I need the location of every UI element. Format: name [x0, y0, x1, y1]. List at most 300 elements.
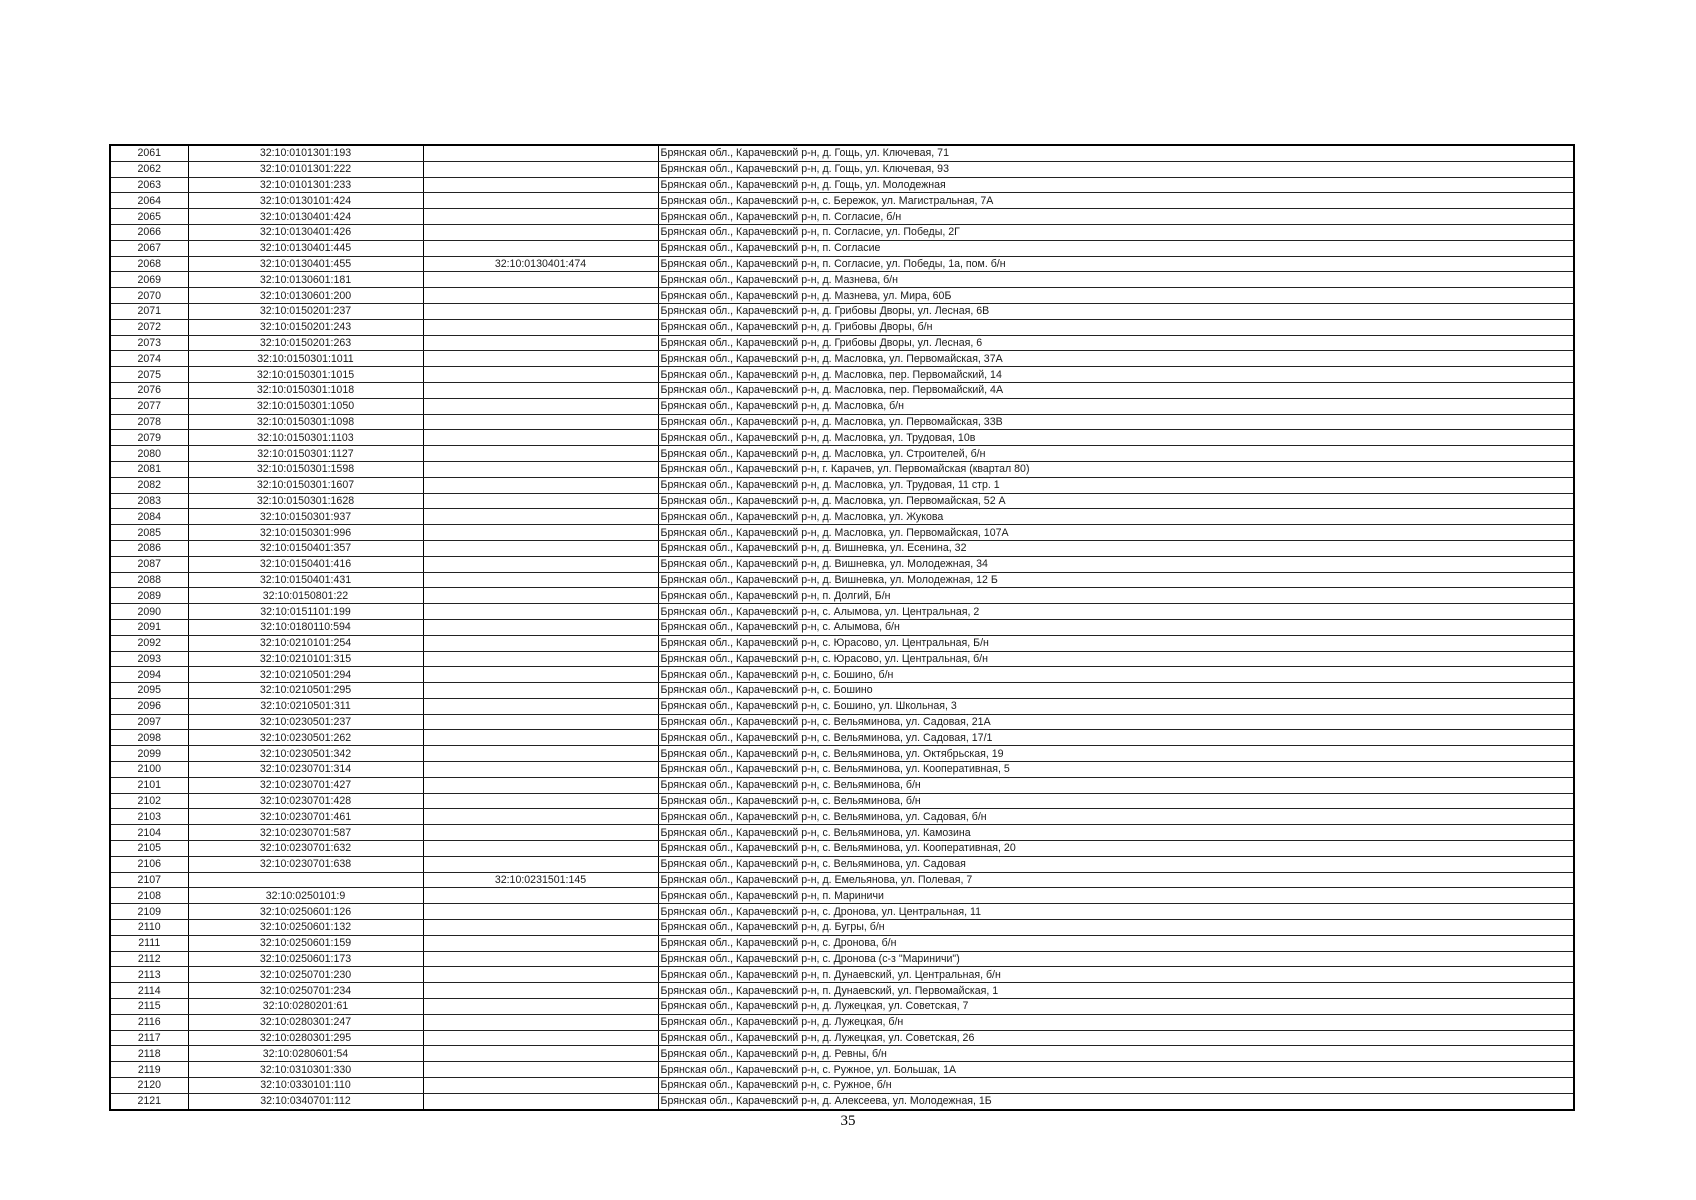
- related-cadastral-number-cell: [423, 493, 658, 509]
- related-cadastral-number-cell: [423, 619, 658, 635]
- cadastral-number-cell: 32:10:0130401:426: [188, 224, 423, 240]
- related-cadastral-number-cell: [423, 667, 658, 683]
- cadastral-number-cell: 32:10:0340701:112: [188, 1093, 423, 1109]
- address-cell: Брянская обл., Карачевский р-н, с. Вельяминова, ул. Кооперативная, 5: [658, 762, 1574, 778]
- address-cell: Брянская обл., Карачевский р-н, д. Масловка, ул. Трудовая, 10в: [658, 430, 1574, 446]
- cadastral-number-cell: 32:10:0150301:1050: [188, 398, 423, 414]
- table-row: [110, 920, 1574, 936]
- related-cadastral-number-cell: [423, 793, 658, 809]
- row-number-cell: 2064: [110, 193, 188, 209]
- row-number-cell: 2074: [110, 351, 188, 367]
- cadastral-number-cell: 32:10:0150301:1103: [188, 430, 423, 446]
- related-cadastral-number-cell: [423, 604, 658, 620]
- table-row: [110, 983, 1574, 999]
- row-number-cell: 2115: [110, 999, 188, 1015]
- cadastral-number-cell: 32:10:0230701:314: [188, 762, 423, 778]
- row-number-cell: 2105: [110, 841, 188, 857]
- address-cell: Брянская обл., Карачевский р-н, д. Лужецкая, б/н: [658, 1014, 1574, 1030]
- table-row: [110, 177, 1574, 193]
- table-row: [110, 1046, 1574, 1062]
- cadastral-number-cell: 32:10:0150301:1018: [188, 382, 423, 398]
- related-cadastral-number-cell: [423, 698, 658, 714]
- row-number-cell: 2087: [110, 556, 188, 572]
- related-cadastral-number-cell: [423, 935, 658, 951]
- address-cell: Брянская обл., Карачевский р-н, д. Масловка, ул. Первомайская, 52 А: [658, 493, 1574, 509]
- table-row: [110, 446, 1574, 462]
- related-cadastral-number-cell: [423, 1093, 658, 1109]
- address-cell: Брянская обл., Карачевский р-н, д. Грибовы Дворы, б/н: [658, 319, 1574, 335]
- cadastral-number-cell: 32:10:0130601:181: [188, 272, 423, 288]
- cadastral-number-cell: 32:10:0250701:230: [188, 967, 423, 983]
- table-row: [110, 477, 1574, 493]
- address-cell: Брянская обл., Карачевский р-н, с. Дронова, ул. Центральная, 11: [658, 904, 1574, 920]
- cadastral-number-cell: 32:10:0150401:357: [188, 540, 423, 556]
- row-number-cell: 2097: [110, 714, 188, 730]
- table-row: [110, 935, 1574, 951]
- table-row: [110, 635, 1574, 651]
- row-number-cell: 2061: [110, 145, 188, 161]
- table-row: [110, 398, 1574, 414]
- table-row: [110, 335, 1574, 351]
- row-number-cell: 2099: [110, 746, 188, 762]
- related-cadastral-number-cell: [423, 809, 658, 825]
- cadastral-number-cell: 32:10:0150201:263: [188, 335, 423, 351]
- address-cell: Брянская обл., Карачевский р-н, с. Вельяминова, ул. Садовая, б/н: [658, 809, 1574, 825]
- table-row: [110, 303, 1574, 319]
- address-cell: Брянская обл., Карачевский р-н, с. Юрасово, ул. Центральная, Б/н: [658, 635, 1574, 651]
- row-number-cell: 2103: [110, 809, 188, 825]
- address-cell: Брянская обл., Карачевский р-н, д. Вишневка, ул. Молодежная, 34: [658, 556, 1574, 572]
- related-cadastral-number-cell: [423, 177, 658, 193]
- address-cell: Брянская обл., Карачевский р-н, д. Грибовы Дворы, ул. Лесная, 6В: [658, 303, 1574, 319]
- row-number-cell: 2067: [110, 240, 188, 256]
- address-cell: Брянская обл., Карачевский р-н, д. Масловка, ул. Жукова: [658, 509, 1574, 525]
- table-row: [110, 841, 1574, 857]
- related-cadastral-number-cell: [423, 841, 658, 857]
- related-cadastral-number-cell: [423, 904, 658, 920]
- address-cell: Брянская обл., Карачевский р-н, с. Вельяминова, ул. Садовая, 21А: [658, 714, 1574, 730]
- related-cadastral-number-cell: [423, 319, 658, 335]
- address-cell: Брянская обл., Карачевский р-н, п. Согласие, ул. Победы, 1а, пом. б/н: [658, 256, 1574, 272]
- address-cell: Брянская обл., Карачевский р-н, с. Алымова, б/н: [658, 619, 1574, 635]
- related-cadastral-number-cell: [423, 288, 658, 304]
- row-number-cell: 2094: [110, 667, 188, 683]
- address-cell: Брянская обл., Карачевский р-н, д. Гощь, ул. Молодежная: [658, 177, 1574, 193]
- address-cell: Брянская обл., Карачевский р-н, д. Мазнева, ул. Мира, 60Б: [658, 288, 1574, 304]
- row-number-cell: 2070: [110, 288, 188, 304]
- table-row: [110, 762, 1574, 778]
- row-number-cell: 2072: [110, 319, 188, 335]
- related-cadastral-number-cell: [423, 224, 658, 240]
- address-cell: Брянская обл., Карачевский р-н, с. Юрасово, ул. Центральная, б/н: [658, 651, 1574, 667]
- cadastral-number-cell: 32:10:0150301:1015: [188, 367, 423, 383]
- cadastral-number-cell: 32:10:0101301:222: [188, 161, 423, 177]
- table-row: [110, 1078, 1574, 1094]
- cadastral-number-cell: 32:10:0150301:1127: [188, 446, 423, 462]
- related-cadastral-number-cell: [423, 272, 658, 288]
- related-cadastral-number-cell: [423, 540, 658, 556]
- related-cadastral-number-cell: [423, 351, 658, 367]
- table-row: [110, 1030, 1574, 1046]
- related-cadastral-number-cell: [423, 335, 658, 351]
- table-row: [110, 825, 1574, 841]
- cadastral-number-cell: 32:10:0250701:234: [188, 983, 423, 999]
- related-cadastral-number-cell: [423, 951, 658, 967]
- address-cell: Брянская обл., Карачевский р-н, д. Масловка, ул. Первомайская, 37А: [658, 351, 1574, 367]
- related-cadastral-number-cell: [423, 651, 658, 667]
- address-cell: Брянская обл., Карачевский р-н, с. Вельяминова, ул. Камозина: [658, 825, 1574, 841]
- cadastral-number-cell: 32:10:0150301:1628: [188, 493, 423, 509]
- cadastral-number-cell: 32:10:0280201:61: [188, 999, 423, 1015]
- table-row: [110, 382, 1574, 398]
- related-cadastral-number-cell: [423, 509, 658, 525]
- address-cell: Брянская обл., Карачевский р-н, с. Вельяминова, ул. Садовая, 17/1: [658, 730, 1574, 746]
- row-number-cell: 2076: [110, 382, 188, 398]
- table-row: [110, 1093, 1574, 1109]
- address-cell: Брянская обл., Карачевский р-н, д. Масловка, ул. Строителей, б/н: [658, 446, 1574, 462]
- address-cell: Брянская обл., Карачевский р-н, с. Вельяминова, ул. Садовая: [658, 856, 1574, 872]
- cadastral-number-cell: 32:10:0230701:587: [188, 825, 423, 841]
- address-cell: Брянская обл., Карачевский р-н, п. Дунаевский, ул. Центральная, б/н: [658, 967, 1574, 983]
- related-cadastral-number-cell: [423, 635, 658, 651]
- cadastral-number-cell: [188, 872, 423, 888]
- address-cell: Брянская обл., Карачевский р-н, п. Согласие, б/н: [658, 209, 1574, 225]
- address-cell: Брянская обл., Карачевский р-н, д. Мазнева, б/н: [658, 272, 1574, 288]
- row-number-cell: 2102: [110, 793, 188, 809]
- cadastral-number-cell: 32:10:0250601:173: [188, 951, 423, 967]
- table-row: [110, 145, 1574, 161]
- row-number-cell: 2066: [110, 224, 188, 240]
- table-row: [110, 256, 1574, 272]
- row-number-cell: 2096: [110, 698, 188, 714]
- table-row: [110, 667, 1574, 683]
- cadastral-number-cell: 32:10:0130401:455: [188, 256, 423, 272]
- related-cadastral-number-cell: [423, 367, 658, 383]
- cadastral-number-cell: 32:10:0150301:1011: [188, 351, 423, 367]
- related-cadastral-number-cell: [423, 161, 658, 177]
- row-number-cell: 2110: [110, 920, 188, 936]
- address-cell: Брянская обл., Карачевский р-н, г. Карачев, ул. Первомайская (квартал 80): [658, 461, 1574, 477]
- cadastral-number-cell: 32:10:0230701:428: [188, 793, 423, 809]
- table-row: [110, 525, 1574, 541]
- related-cadastral-number-cell: [423, 1030, 658, 1046]
- address-cell: Брянская обл., Карачевский р-н, д. Гощь, ул. Ключевая, 71: [658, 145, 1574, 161]
- row-number-cell: 2095: [110, 683, 188, 699]
- table-row: [110, 193, 1574, 209]
- table-row: [110, 999, 1574, 1015]
- row-number-cell: 2120: [110, 1078, 188, 1094]
- table-row: [110, 240, 1574, 256]
- address-cell: Брянская обл., Карачевский р-н, д. Лужецкая, ул. Советская, 26: [658, 1030, 1574, 1046]
- related-cadastral-number-cell: [423, 240, 658, 256]
- address-cell: Брянская обл., Карачевский р-н, с. Алымова, ул. Центральная, 2: [658, 604, 1574, 620]
- related-cadastral-number-cell: 32:10:0130401:474: [423, 256, 658, 272]
- related-cadastral-number-cell: 32:10:0231501:145: [423, 872, 658, 888]
- row-number-cell: 2114: [110, 983, 188, 999]
- row-number-cell: 2098: [110, 730, 188, 746]
- cadastral-number-cell: 32:10:0250601:126: [188, 904, 423, 920]
- related-cadastral-number-cell: [423, 714, 658, 730]
- row-number-cell: 2118: [110, 1046, 188, 1062]
- related-cadastral-number-cell: [423, 145, 658, 161]
- address-cell: Брянская обл., Карачевский р-н, д. Емельянова, ул. Полевая, 7: [658, 872, 1574, 888]
- row-number-cell: 2104: [110, 825, 188, 841]
- address-cell: Брянская обл., Карачевский р-н, с. Бошино, б/н: [658, 667, 1574, 683]
- table-row: [110, 288, 1574, 304]
- related-cadastral-number-cell: [423, 999, 658, 1015]
- table-row: [110, 556, 1574, 572]
- related-cadastral-number-cell: [423, 825, 658, 841]
- table-row: [110, 730, 1574, 746]
- row-number-cell: 2108: [110, 888, 188, 904]
- row-number-cell: 2084: [110, 509, 188, 525]
- row-number-cell: 2121: [110, 1093, 188, 1109]
- related-cadastral-number-cell: [423, 382, 658, 398]
- row-number-cell: 2082: [110, 477, 188, 493]
- address-cell: Брянская обл., Карачевский р-н, д. Масловка, б/н: [658, 398, 1574, 414]
- row-number-cell: 2119: [110, 1062, 188, 1078]
- related-cadastral-number-cell: [423, 730, 658, 746]
- row-number-cell: 2117: [110, 1030, 188, 1046]
- address-cell: Брянская обл., Карачевский р-н, п. Согласие, ул. Победы, 2Г: [658, 224, 1574, 240]
- address-cell: Брянская обл., Карачевский р-н, д. Алексеева, ул. Молодежная, 1Б: [658, 1093, 1574, 1109]
- table-row: [110, 793, 1574, 809]
- cadastral-number-cell: 32:10:0101301:233: [188, 177, 423, 193]
- table-row: [110, 588, 1574, 604]
- address-cell: Брянская обл., Карачевский р-н, д. Масловка, ул. Первомайская, 107А: [658, 525, 1574, 541]
- related-cadastral-number-cell: [423, 303, 658, 319]
- table-row: [110, 651, 1574, 667]
- cadastral-number-cell: 32:10:0230701:427: [188, 777, 423, 793]
- cadastral-number-cell: 32:10:0330101:110: [188, 1078, 423, 1094]
- cadastral-number-cell: 32:10:0150301:937: [188, 509, 423, 525]
- row-number-cell: 2078: [110, 414, 188, 430]
- address-cell: Брянская обл., Карачевский р-н, с. Бошино: [658, 683, 1574, 699]
- related-cadastral-number-cell: [423, 856, 658, 872]
- cadastral-number-cell: 32:10:0280601:54: [188, 1046, 423, 1062]
- cadastral-number-cell: 32:10:0130601:200: [188, 288, 423, 304]
- related-cadastral-number-cell: [423, 762, 658, 778]
- cadastral-number-cell: 32:10:0250601:159: [188, 935, 423, 951]
- address-cell: Брянская обл., Карачевский р-н, с. Ружное, ул. Большак, 1А: [658, 1062, 1574, 1078]
- address-cell: Брянская обл., Карачевский р-н, д. Ревны, б/н: [658, 1046, 1574, 1062]
- row-number-cell: 2109: [110, 904, 188, 920]
- cadastral-number-cell: 32:10:0150201:237: [188, 303, 423, 319]
- cadastral-number-cell: 32:10:0150201:243: [188, 319, 423, 335]
- row-number-cell: 2092: [110, 635, 188, 651]
- cadastral-number-cell: 32:10:0180110:594: [188, 619, 423, 635]
- table-row: [110, 430, 1574, 446]
- cadastral-number-cell: 32:10:0150301:1598: [188, 461, 423, 477]
- table-row: [110, 572, 1574, 588]
- address-cell: Брянская обл., Карачевский р-н, д. Грибовы Дворы, ул. Лесная, 6: [658, 335, 1574, 351]
- address-cell: Брянская обл., Карачевский р-н, п. Согласие: [658, 240, 1574, 256]
- cadastral-number-cell: 32:10:0150801:22: [188, 588, 423, 604]
- table-row: [110, 872, 1574, 888]
- cadastral-number-cell: 32:10:0230701:461: [188, 809, 423, 825]
- cadastral-number-cell: 32:10:0250601:132: [188, 920, 423, 936]
- address-cell: Брянская обл., Карачевский р-н, с. Вельяминова, ул. Октябрьская, 19: [658, 746, 1574, 762]
- cadastral-number-cell: 32:10:0150401:431: [188, 572, 423, 588]
- cadastral-number-cell: 32:10:0230501:237: [188, 714, 423, 730]
- table-row: [110, 161, 1574, 177]
- address-cell: Брянская обл., Карачевский р-н, д. Масловка, ул. Первомайская, 33В: [658, 414, 1574, 430]
- related-cadastral-number-cell: [423, 920, 658, 936]
- address-cell: Брянская обл., Карачевский р-н, с. Бережок, ул. Магистральная, 7А: [658, 193, 1574, 209]
- row-number-cell: 2107: [110, 872, 188, 888]
- cadastral-number-cell: 32:10:0230701:632: [188, 841, 423, 857]
- row-number-cell: 2090: [110, 604, 188, 620]
- related-cadastral-number-cell: [423, 683, 658, 699]
- table-row: [110, 698, 1574, 714]
- cadastral-number-cell: 32:10:0210101:254: [188, 635, 423, 651]
- row-number-cell: 2083: [110, 493, 188, 509]
- address-cell: Брянская обл., Карачевский р-н, п. Мариничи: [658, 888, 1574, 904]
- row-number-cell: 2088: [110, 572, 188, 588]
- related-cadastral-number-cell: [423, 525, 658, 541]
- row-number-cell: 2112: [110, 951, 188, 967]
- table-row: [110, 746, 1574, 762]
- table-row: [110, 683, 1574, 699]
- address-cell: Брянская обл., Карачевский р-н, с. Дронова, б/н: [658, 935, 1574, 951]
- cadastral-number-cell: 32:10:0150301:1607: [188, 477, 423, 493]
- row-number-cell: 2093: [110, 651, 188, 667]
- table-row: [110, 1062, 1574, 1078]
- row-number-cell: 2091: [110, 619, 188, 635]
- related-cadastral-number-cell: [423, 446, 658, 462]
- address-cell: Брянская обл., Карачевский р-н, д. Лужецкая, ул. Советская, 7: [658, 999, 1574, 1015]
- related-cadastral-number-cell: [423, 777, 658, 793]
- row-number-cell: 2077: [110, 398, 188, 414]
- related-cadastral-number-cell: [423, 588, 658, 604]
- table-row: [110, 714, 1574, 730]
- related-cadastral-number-cell: [423, 1014, 658, 1030]
- row-number-cell: 2113: [110, 967, 188, 983]
- cadastral-number-cell: 32:10:0310301:330: [188, 1062, 423, 1078]
- related-cadastral-number-cell: [423, 1062, 658, 1078]
- row-number-cell: 2068: [110, 256, 188, 272]
- row-number-cell: 2081: [110, 461, 188, 477]
- cadastral-number-cell: 32:10:0210501:311: [188, 698, 423, 714]
- address-cell: Брянская обл., Карачевский р-н, с. Вельяминова, ул. Кооперативная, 20: [658, 841, 1574, 857]
- address-cell: Брянская обл., Карачевский р-н, с. Дронова (с-з "Мариничи"): [658, 951, 1574, 967]
- address-cell: Брянская обл., Карачевский р-н, д. Бугры, б/н: [658, 920, 1574, 936]
- address-cell: Брянская обл., Карачевский р-н, д. Гощь, ул. Ключевая, 93: [658, 161, 1574, 177]
- related-cadastral-number-cell: [423, 967, 658, 983]
- address-cell: Брянская обл., Карачевский р-н, д. Масловка, пер. Первомайский, 14: [658, 367, 1574, 383]
- related-cadastral-number-cell: [423, 572, 658, 588]
- table-row: [110, 319, 1574, 335]
- row-number-cell: 2089: [110, 588, 188, 604]
- related-cadastral-number-cell: [423, 430, 658, 446]
- cadastral-number-cell: 32:10:0101301:193: [188, 145, 423, 161]
- table-row: [110, 209, 1574, 225]
- table-row: [110, 809, 1574, 825]
- cadastral-number-cell: 32:10:0230501:262: [188, 730, 423, 746]
- row-number-cell: 2075: [110, 367, 188, 383]
- related-cadastral-number-cell: [423, 193, 658, 209]
- address-cell: Брянская обл., Карачевский р-н, д. Вишневка, ул. Есенина, 32: [658, 540, 1574, 556]
- cadastral-number-cell: 32:10:0250101:9: [188, 888, 423, 904]
- row-number-cell: 2069: [110, 272, 188, 288]
- row-number-cell: 2071: [110, 303, 188, 319]
- page-number: 35: [840, 1113, 856, 1129]
- table-row: [110, 509, 1574, 525]
- related-cadastral-number-cell: [423, 888, 658, 904]
- table-row: [110, 493, 1574, 509]
- cadastral-number-cell: 32:10:0150401:416: [188, 556, 423, 572]
- address-cell: Брянская обл., Карачевский р-н, д. Масловка, ул. Трудовая, 11 стр. 1: [658, 477, 1574, 493]
- cadastral-number-cell: 32:10:0280301:295: [188, 1030, 423, 1046]
- row-number-cell: 2101: [110, 777, 188, 793]
- cadastral-number-cell: 32:10:0230501:342: [188, 746, 423, 762]
- table-row: [110, 461, 1574, 477]
- table-row: [110, 540, 1574, 556]
- related-cadastral-number-cell: [423, 983, 658, 999]
- row-number-cell: 2100: [110, 762, 188, 778]
- table-row: [110, 414, 1574, 430]
- related-cadastral-number-cell: [423, 1046, 658, 1062]
- table-row: [110, 224, 1574, 240]
- row-number-cell: 2080: [110, 446, 188, 462]
- cadastral-number-cell: 32:10:0130401:424: [188, 209, 423, 225]
- cadastral-number-cell: 32:10:0230701:638: [188, 856, 423, 872]
- row-number-cell: 2063: [110, 177, 188, 193]
- address-cell: Брянская обл., Карачевский р-н, с. Вельяминова, б/н: [658, 777, 1574, 793]
- cadastral-number-cell: 32:10:0150301:996: [188, 525, 423, 541]
- address-cell: Брянская обл., Карачевский р-н, д. Вишневка, ул. Молодежная, 12 Б: [658, 572, 1574, 588]
- table-row: [110, 272, 1574, 288]
- row-number-cell: 2065: [110, 209, 188, 225]
- cadastral-number-cell: 32:10:0130101:424: [188, 193, 423, 209]
- cadastral-number-cell: 32:10:0150301:1098: [188, 414, 423, 430]
- table-row: [110, 619, 1574, 635]
- registry-table: [109, 144, 1575, 1111]
- related-cadastral-number-cell: [423, 398, 658, 414]
- table-row: [110, 1014, 1574, 1030]
- row-number-cell: 2073: [110, 335, 188, 351]
- row-number-cell: 2106: [110, 856, 188, 872]
- registry-table-body: [110, 145, 1574, 1110]
- address-cell: Брянская обл., Карачевский р-н, п. Долгий, Б/н: [658, 588, 1574, 604]
- row-number-cell: 2116: [110, 1014, 188, 1030]
- row-number-cell: 2086: [110, 540, 188, 556]
- table-row: [110, 904, 1574, 920]
- address-cell: Брянская обл., Карачевский р-н, с. Ружное, б/н: [658, 1078, 1574, 1094]
- related-cadastral-number-cell: [423, 414, 658, 430]
- table-row: [110, 888, 1574, 904]
- address-cell: Брянская обл., Карачевский р-н, п. Дунаевский, ул. Первомайская, 1: [658, 983, 1574, 999]
- related-cadastral-number-cell: [423, 1078, 658, 1094]
- table-row: [110, 951, 1574, 967]
- cadastral-number-cell: 32:10:0151101:199: [188, 604, 423, 620]
- address-cell: Брянская обл., Карачевский р-н, с. Вельяминова, б/н: [658, 793, 1574, 809]
- cadastral-number-cell: 32:10:0280301:247: [188, 1014, 423, 1030]
- table-row: [110, 604, 1574, 620]
- row-number-cell: 2079: [110, 430, 188, 446]
- related-cadastral-number-cell: [423, 461, 658, 477]
- address-cell: Брянская обл., Карачевский р-н, д. Масловка, пер. Первомайский, 4А: [658, 382, 1574, 398]
- related-cadastral-number-cell: [423, 209, 658, 225]
- address-cell: Брянская обл., Карачевский р-н, с. Бошино, ул. Школьная, 3: [658, 698, 1574, 714]
- row-number-cell: 2085: [110, 525, 188, 541]
- cadastral-number-cell: 32:10:0210101:315: [188, 651, 423, 667]
- row-number-cell: 2062: [110, 161, 188, 177]
- row-number-cell: 2111: [110, 935, 188, 951]
- cadastral-number-cell: 32:10:0130401:445: [188, 240, 423, 256]
- cadastral-number-cell: 32:10:0210501:295: [188, 683, 423, 699]
- related-cadastral-number-cell: [423, 556, 658, 572]
